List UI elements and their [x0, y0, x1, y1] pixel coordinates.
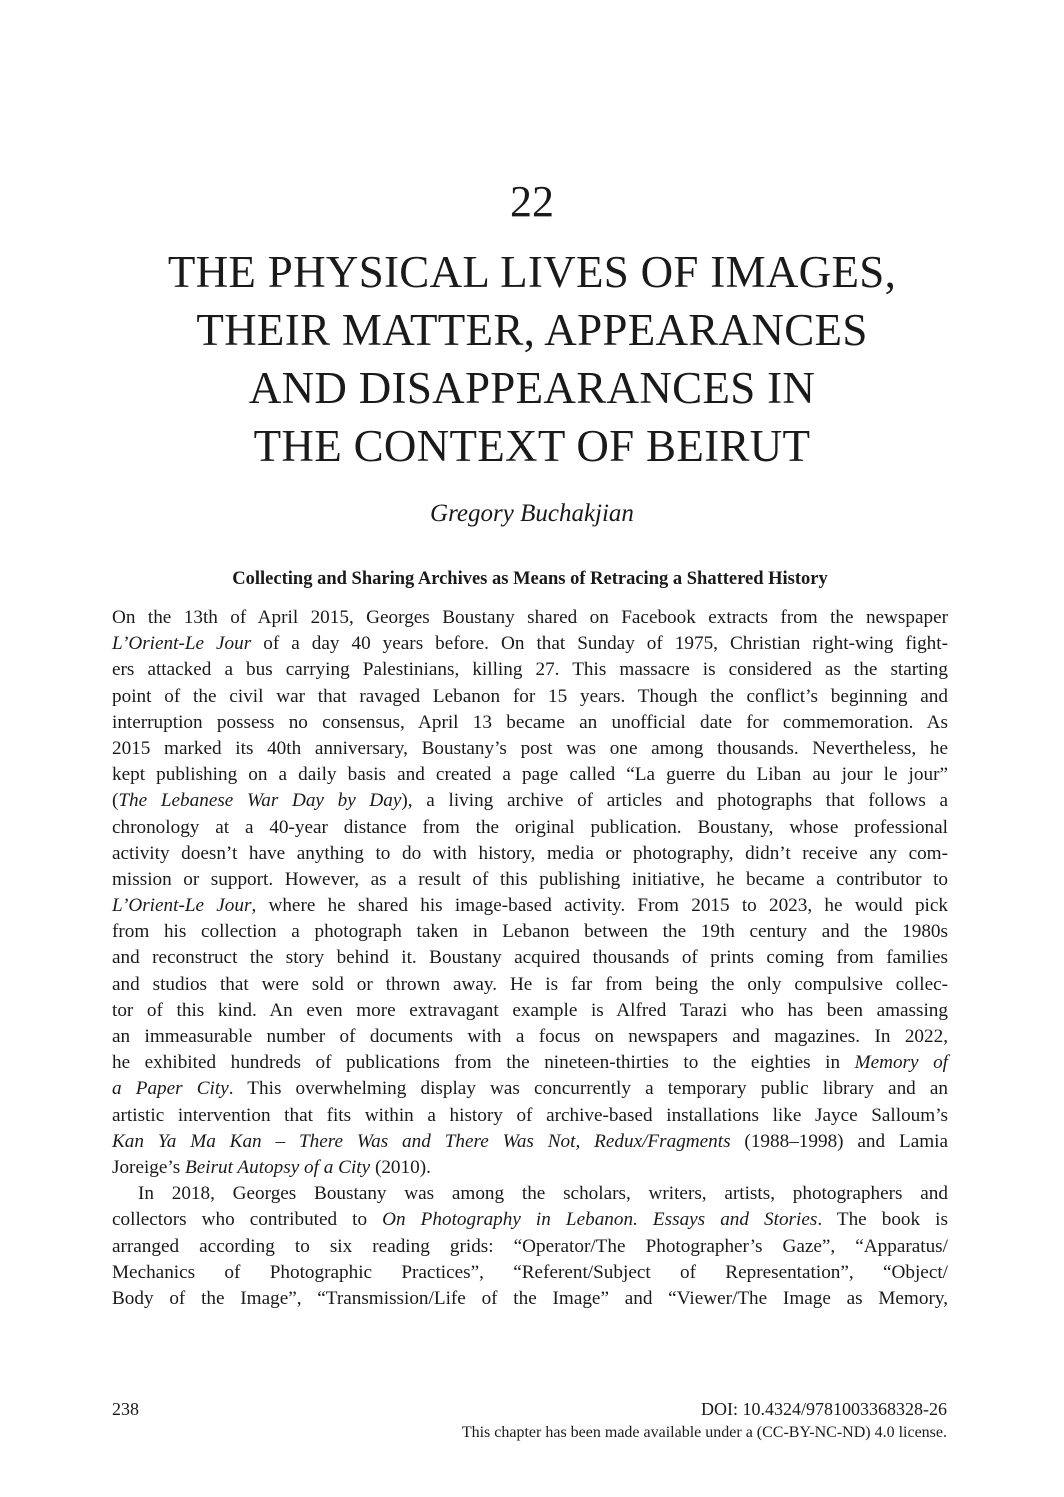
text-line	[112, 762, 948, 788]
text-run: collectors who contributed to	[112, 1209, 383, 1231]
text-line	[112, 945, 948, 971]
text-run: tor of this kind. An even more extravagant example is Alfred Tarazi who has been amassing	[112, 999, 948, 1021]
italic-title: The Lebanese War Day by Day	[118, 790, 402, 812]
italic-title: Beirut Autopsy of a City	[185, 1156, 371, 1178]
italic-title: Memory of	[854, 1052, 948, 1074]
text-run: an immeasurable number of documents with a focus on newspapers and magazines. In 2022,	[112, 1026, 948, 1047]
text-line	[112, 998, 948, 1024]
chapter-title-line: THE CONTEXT OF BEIRUT	[253, 421, 811, 471]
chapter-title-line: AND DISAPPEARANCES IN	[248, 363, 816, 413]
chapter-title-line: THE PHYSICAL LIVES OF IMAGES,	[167, 247, 897, 297]
text-line	[112, 893, 948, 919]
text-run: (2010).	[370, 1156, 431, 1178]
text-line	[112, 1129, 948, 1155]
text-run: of a day 40 years before. On that Sunday of 1975, Christian right-wing fight-	[251, 633, 949, 655]
text-line	[112, 1050, 948, 1076]
text-line	[112, 1076, 948, 1102]
text-line	[112, 1155, 948, 1181]
text-run: from his collection a photograph taken in Lebanon between the 19th century and the 1980s	[112, 921, 948, 943]
text-run: arranged according to six reading grids: “Operator/The Photographer’s Gaze”, “Apparatus/	[112, 1235, 948, 1257]
italic-title: a Paper City	[112, 1078, 229, 1100]
text-line	[112, 1024, 948, 1050]
text-line	[112, 684, 948, 710]
text-run: point of the civil war that ravaged Lebanon for 15 years. Though the conflict’s beginning and	[112, 685, 948, 707]
italic-title: L’Orient-Le Jour	[112, 633, 252, 655]
doi: DOI: 10.4324/9781003368328-26	[701, 1399, 947, 1419]
text-run: and reconstruct the story behind it. Boustany acquired thousands of prints coming from families	[112, 947, 948, 969]
text-line	[112, 919, 948, 945]
text-line	[112, 1234, 948, 1260]
section-heading: Collecting and Sharing Archives as Means of Retracing a Shattered History	[232, 569, 828, 589]
paragraph	[112, 1181, 948, 1312]
text-run: . This overwhelming display was concurrently a temporary public library and an	[228, 1078, 948, 1100]
text-run: activity doesn’t have anything to do with history, media or photography, didn’t receive any com-	[112, 842, 948, 864]
text-line	[112, 867, 948, 893]
text-run: mission or support. However, as a result of this publishing initiative, he became a contributor to	[112, 868, 948, 890]
text-line	[112, 605, 948, 631]
italic-title: On Photography in Lebanon. Essays and Stories	[382, 1209, 818, 1231]
text-line	[112, 1207, 948, 1233]
text-run: In 2018, Georges Boustany was among the scholars, writers, artists, photographers and	[138, 1183, 948, 1205]
text-run: and studios that were sold or thrown away. He is far from being the only compulsive collec-	[112, 973, 948, 995]
text-line	[112, 710, 948, 736]
text-run: ), a living archive of articles and photographs that follows a	[401, 790, 949, 812]
text-line	[112, 841, 948, 867]
text-line	[112, 815, 948, 841]
text-line	[112, 1181, 948, 1207]
text-line	[112, 972, 948, 998]
chapter-title	[60, 243, 1004, 475]
text-run: kept publishing on a daily basis and created a page called “La guerre du Liban au jour le jour”	[112, 764, 948, 786]
text-run: artistic intervention that fits within a history of archive-based installations like Jayce Salloum’s	[112, 1104, 948, 1126]
text-line	[112, 1260, 948, 1286]
text-run: Joreige’s	[112, 1156, 186, 1178]
italic-title: Kan Ya Ma Kan – There Was and There Was Not, Redux/Fragments	[112, 1130, 731, 1152]
text-line	[112, 657, 948, 683]
text-run: he exhibited hundreds of publications from the nineteen-thirties to the eighties in	[112, 1052, 855, 1074]
license-note: This chapter has been made available under a (CC-BY-NC-ND) 4.0 license.	[461, 1424, 947, 1441]
chapter-title-line: THEIR MATTER, APPEARANCES	[196, 305, 868, 355]
text-line	[112, 788, 948, 814]
paragraph	[112, 605, 948, 1181]
body-text	[112, 605, 948, 1312]
text-run: (1988–1998) and Lamia	[730, 1130, 948, 1152]
text-run: (	[112, 790, 119, 812]
text-run: On the 13th of April 2015, Georges Boustany shared on Facebook extracts from the newspaper	[112, 607, 948, 628]
text-run: 2015 marked its 40th anniversary, Boustany’s post was one among thousands. Nevertheless, he	[112, 737, 948, 759]
page-number: 238	[112, 1399, 139, 1419]
text-run: interruption possess no consensus, April 13 became an unofficial date for commemoration. As	[112, 711, 948, 733]
text-line	[112, 1103, 948, 1129]
text-run: Body of the Image”, “Transmission/Life of the Image” and “Viewer/The Image as Memory,	[112, 1287, 948, 1309]
text-run: . The book is	[817, 1209, 948, 1231]
text-run: ers attacked a bus carrying Palestinians, killing 27. This massacre is considered as the starting	[112, 659, 948, 681]
text-run: , where he shared his image-based activity. From 2015 to 2023, he would pick	[251, 895, 948, 917]
text-line	[112, 1286, 948, 1312]
author-name: Gregory Buchakjian	[430, 500, 634, 527]
text-line	[112, 631, 948, 657]
chapter-number: 22	[510, 177, 554, 226]
italic-title: L’Orient-Le Jour	[112, 895, 252, 917]
text-line	[112, 736, 948, 762]
text-run: chronology at a 40-year distance from the original publication. Boustany, whose professional	[112, 816, 948, 838]
text-run: Mechanics of Photographic Practices”, “Referent/Subject of Representation”, “Object/	[112, 1261, 948, 1283]
